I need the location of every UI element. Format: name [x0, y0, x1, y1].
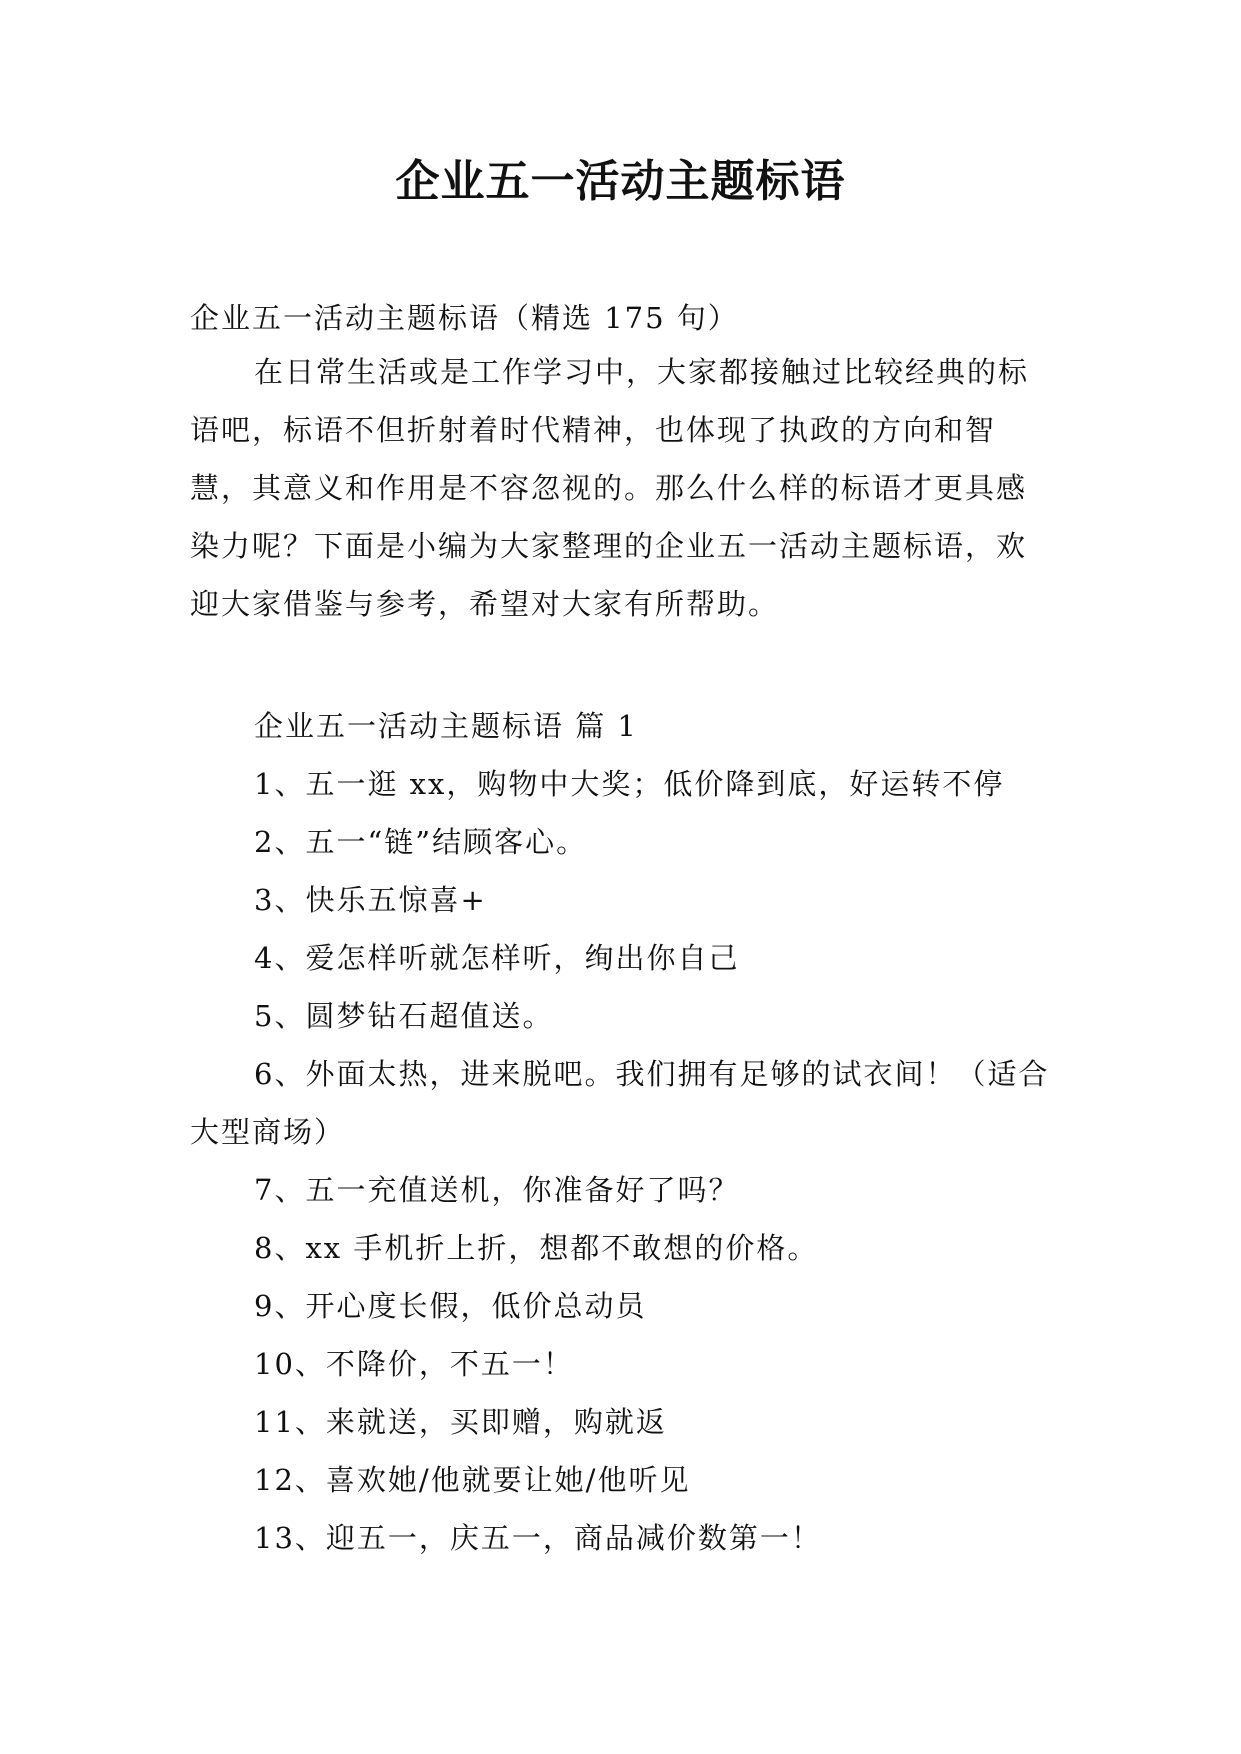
slogan-item-3: 3、快乐五惊喜+ — [254, 883, 487, 917]
slogan-item-1: 1、五一逛 xx，购物中大奖；低价降到底，好运转不停 — [254, 767, 1005, 801]
slogan-item-13: 13、迎五一，庆五一，商品减价数第一！ — [254, 1521, 822, 1555]
slogan-item-8: 8、xx 手机折上折，想都不敢想的价格。 — [254, 1231, 819, 1265]
slogan-item-11: 11、来就送，买即赠，购就返 — [254, 1405, 667, 1439]
slogan-item-5: 5、圆梦钻石超值送。 — [254, 999, 554, 1033]
slogan-item-2: 2、五一“链”结顾客心。 — [254, 825, 588, 859]
document-title: 企业五一活动主题标语 — [395, 156, 846, 207]
slogan-item-6: 6、外面太热，进来脱吧。我们拥有足够的试衣间！（适合大型商场） — [190, 1057, 1050, 1149]
intro-paragraph: 在日常生活或是工作学习中，大家都接触过比较经典的标语吧，标语不但折射着时代精神，也体现了执政的方向和智慧，其意义和作用是不容忽视的。那么什么样的标语才更具感染力呢？下面是小编为大家整理的企业五一活动主题标语，欢迎大家借鉴与参考，希望对大家有所帮助。 — [190, 355, 1030, 621]
slogan-section — [190, 697, 1054, 1567]
slogan-item-12: 12、喜欢她/他就要让她/他听见 — [254, 1463, 691, 1497]
slogan-item-9: 9、开心度长假，低价总动员 — [254, 1289, 647, 1323]
slogan-item-10: 10、不降价，不五一！ — [254, 1347, 574, 1381]
section-heading: 企业五一活动主题标语 篇 1 — [254, 709, 638, 743]
document-subtitle: 企业五一活动主题标语（精选 175 句） — [190, 301, 739, 335]
slogan-item-7: 7、五一充值送机，你准备好了吗？ — [254, 1173, 740, 1207]
slogan-item-4: 4、爱怎样听就怎样听，绚出你自己 — [254, 941, 740, 975]
